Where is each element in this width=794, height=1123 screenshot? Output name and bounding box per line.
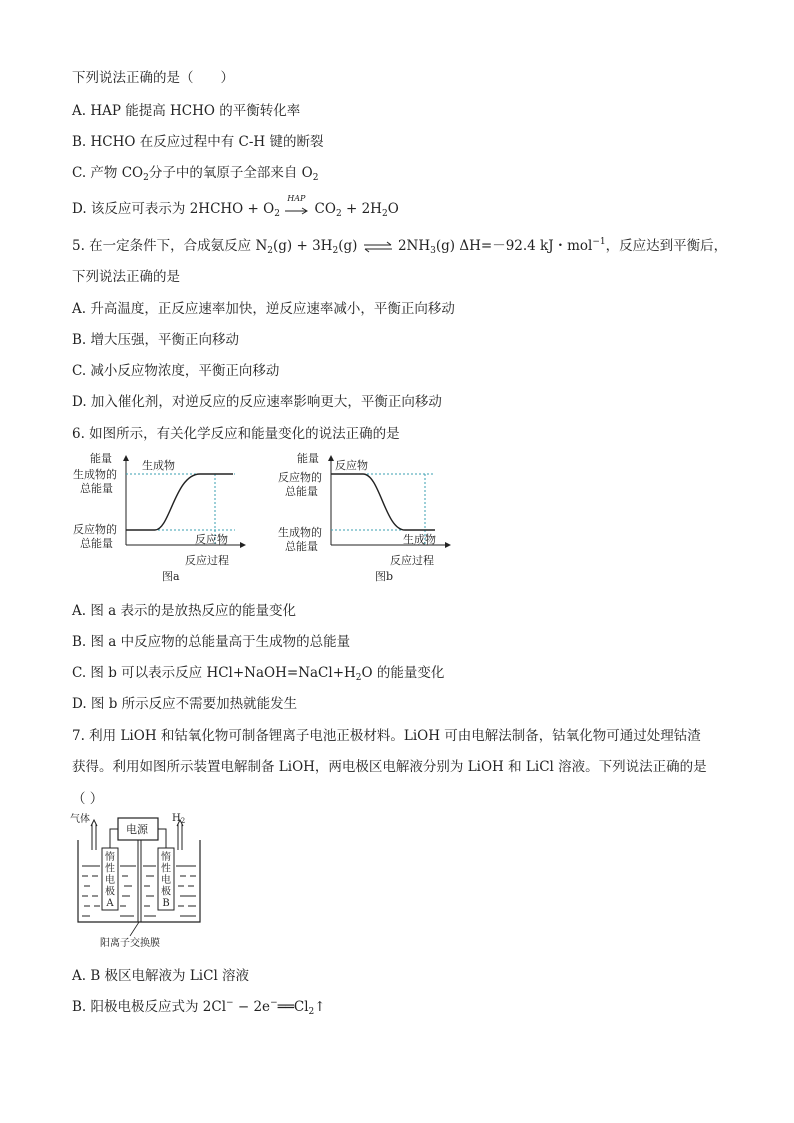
q4-option-d [72,193,399,219]
q6-option-d: D. 图 b 所示反应不需要加热就能发生 [72,696,298,712]
product-label: 生成物 [142,459,175,472]
wire-right [158,829,166,848]
q5-option-c: C. 减小反应物浓度，平衡正向移动 [72,363,280,379]
high-level-label-1: 生成物的 [73,468,117,481]
subscript: 2 [355,673,362,683]
q5-text-4: 2NH [397,238,431,254]
q4-option-b: B. HCHO 在反应过程中有 C-H 键的断裂 [72,134,324,150]
membrane-pointer [130,922,139,936]
q5-text-6: ，反应达到平衡后， [605,238,728,254]
q4-d-text-1: D. 该反应可表示为 2HCHO + O [72,201,275,217]
hydrogen-label [172,813,185,825]
subscript: 2 [381,209,388,219]
low-level-label-1: 生成物的 [278,526,322,539]
energy-diagram-a [70,450,250,585]
figure-caption: 图a [162,570,180,583]
figure-caption: 图b [375,570,394,583]
q5-option-b: B. 增大压强，平衡正向移动 [72,332,240,348]
q6-option-b: B. 图 a 中反应物的总能量高于生成物的总能量 [72,634,351,650]
cell-container [78,840,200,922]
q7-option-b [72,995,326,1017]
superscript: −1 [592,237,606,247]
electrode-label-char: 性 [105,863,115,875]
x-axis-label: 反应过程 [185,554,229,567]
q5-text-1: 5. 在一定条件下，合成氨反应 N [72,238,268,254]
electrolyte-liquid [82,866,196,916]
electrode-label-char: B [162,898,170,909]
electrode-label-char: 电 [105,875,115,886]
subscript: 2 [308,1007,315,1017]
q7-stem-3: （ ） [72,791,104,807]
up-arrow-icon [91,820,97,826]
subscript: 2 [335,209,342,219]
catalyst-label: HAP [287,193,306,203]
subscript: 2 [180,817,186,825]
low-level-label-1: 反应物的 [73,523,117,536]
x-axis-label: 反应过程 [390,554,434,567]
q7-b-text-1: B. 阳极电极反应式为 2Cl [72,999,227,1015]
low-level-label-2: 总能量 [80,537,113,550]
q5-text-3: (g) [338,238,358,254]
electrode-label-char: 性 [161,863,171,875]
q5-stem [72,234,727,256]
hydrogen-symbol: H [172,813,181,824]
energy-diagram-b [275,450,455,585]
energy-curve [126,474,233,530]
q6-stem: 6. 如图所示，有关化学反应和能量变化的说法正确的是 [72,426,400,442]
superscript: − [226,998,234,1008]
y-axis-label: 能量 [297,452,319,465]
high-level-label-1: 反应物的 [278,471,322,484]
q4-d-text-3: + 2H [341,201,382,217]
electrode-label-char: 惰 [105,852,115,863]
q4-option-c [72,161,318,183]
reactant-label: 反应物 [335,459,368,472]
energy-curve [331,474,435,530]
q7-stem-2: 获得。利用如图所示装置电解制备 LiOH，两电极区电解液分别为 LiOH 和 LiCl 溶液。下列说法正确的是 [72,759,707,775]
q6-option-c [72,661,444,683]
electrolysis-cell-diagram [70,810,210,950]
product-label: 生成物 [403,533,436,546]
q7-option-a: A. B 极区电解液为 LiCl 溶液 [72,968,250,984]
q7-stem-1: 7. 利用 LiOH 和钴氧化物可制备锂离子电池正极材料。LiOH 可由电解法制备，钴氧化物可通过处理钴渣 [72,728,701,744]
arrow-icon [284,203,310,217]
q5-option-d: D. 加入催化剂，对逆反应的反应速率影响更大，平衡正向移动 [72,394,442,410]
q6-c-text-2: O 的能量变化 [361,665,445,681]
subscript: 2 [267,246,274,256]
membrane-label: 阳离子交换膜 [100,938,160,949]
subscript: 2 [332,246,339,256]
gas-arrow: ↑ [314,999,326,1015]
power-label: 电源 [126,823,148,836]
superscript: − [270,998,278,1008]
high-level-label-2: 总能量 [80,482,113,495]
electrode-label-char: 惰 [161,852,171,863]
q5-text-2: (g) + 3H [273,238,333,254]
q5-option-a: A. 升高温度，正反应速率加快，逆反应速率减小，平衡正向移动 [72,301,455,317]
electrode-label-char: 电 [161,875,171,886]
subscript: 2 [143,173,149,183]
q7-b-text-3: ══Cl [277,999,309,1015]
q5-stem-2: 下列说法正确的是 [72,269,180,285]
q4-d-text-2: CO [310,201,336,217]
q4-c-text-1: C. 产物 CO [72,165,144,181]
high-level-label-2: 总能量 [285,485,318,498]
q7-b-text-2: − 2e [233,999,271,1015]
subscript: 2 [312,173,319,183]
q6-c-text-1: C. 图 b 可以表示反应 HCl+NaOH=NaCl+H [72,665,356,681]
q4-stem: 下列说法正确的是（ ） [72,70,234,86]
low-level-label-2: 总能量 [285,540,318,553]
electrode-a-label [105,850,115,909]
electrode-label-char: 极 [161,886,171,898]
q5-text-5: (g) ΔH=－92.4 kJ・mol [435,238,593,254]
reaction-arrow [284,193,310,217]
reactant-label: 反应物 [195,533,228,546]
subscript: 2 [274,209,280,219]
electrode-b-label [161,850,171,909]
equilibrium-arrow-icon [362,241,394,253]
q4-c-text-2: 分子中的氧原子全部来自 O [148,165,313,181]
q6-option-a: A. 图 a 表示的是放热反应的能量变化 [72,603,296,619]
electrode-label-char: 极 [105,886,115,898]
gas-label: 气体 [70,814,90,825]
q4-d-text-4: O [387,201,399,217]
q4-option-a: A. HAP 能提高 HCHO 的平衡转化率 [72,103,301,119]
y-axis-label: 能量 [90,452,112,465]
subscript: 3 [430,246,436,256]
wire-left [110,829,118,848]
electrode-label-char: A [106,898,114,909]
